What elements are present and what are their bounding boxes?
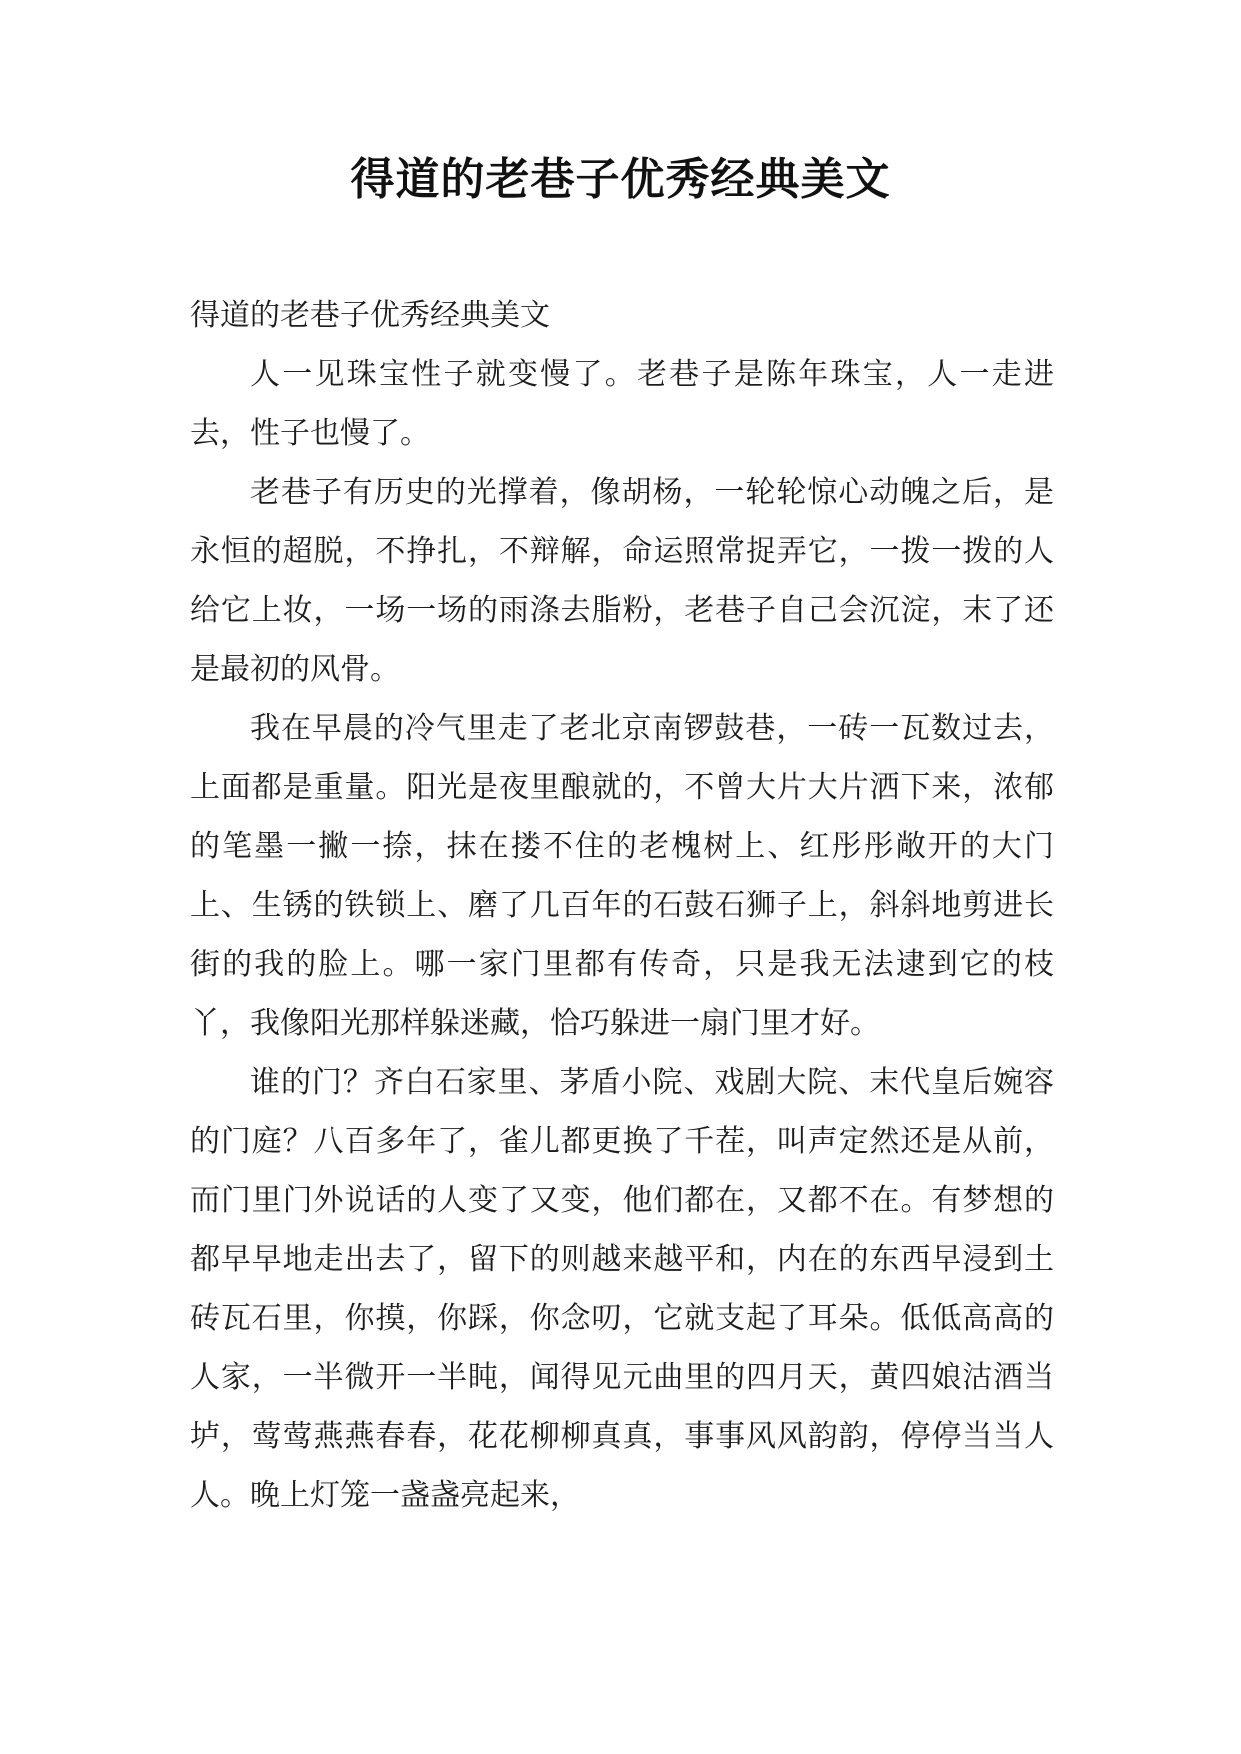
document-body <box>190 286 1054 1525</box>
paragraph: 我在早晨的冷气里走了老北京南锣鼓巷，一砖一瓦数过去，上面都是重量。阳光是夜里酿就的，不曾大片大片洒下来，浓郁的笔墨一撇一捺，抹在搂不住的老槐树上、红彤彤敞开的大门上、生锈的铁锁上、磨了几百年的石鼓石狮子上，斜斜地剪进长街的我的脸上。哪一家门里都有传奇，只是我无法逮到它的枝丫，我像阳光那样躲迷藏，恰巧躲进一扇门里才好。 <box>190 711 1054 1041</box>
document-subtitle: 得道的老巷子优秀经典美文 <box>190 298 550 333</box>
paragraph: 人一见珠宝性子就变慢了。老巷子是陈年珠宝，人一走进去，性子也慢了。 <box>190 357 1054 451</box>
paragraph: 谁的门？齐白石家里、茅盾小院、戏剧大院、末代皇后婉容的门庭？八百多年了，雀儿都更换了千茬，叫声定然还是从前，而门里门外说话的人变了又变，他们都在，又都不在。有梦想的都早早地走出去了，留下的则越来越平和，内在的东西早浸到土砖瓦石里，你摸，你踩，你念叨，它就支起了耳朵。低低高高的人家，一半微开一半盹，闻得见元曲里的四月天，黄四娘沽酒当垆，莺莺燕燕春春，花花柳柳真真，事事风风韵韵，停停当当人人。晚上灯笼一盏盏亮起来， <box>190 1065 1054 1513</box>
document-title: 得道的老巷子优秀经典美文 <box>350 154 891 205</box>
paragraph: 老巷子有历史的光撑着，像胡杨，一轮轮惊心动魄之后，是永恒的超脱，不挣扎，不辩解，命运照常捉弄它，一拨一拨的人给它上妆，一场一场的雨涤去脂粉，老巷子自己会沉淀，末了还是最初的风骨。 <box>190 475 1054 687</box>
